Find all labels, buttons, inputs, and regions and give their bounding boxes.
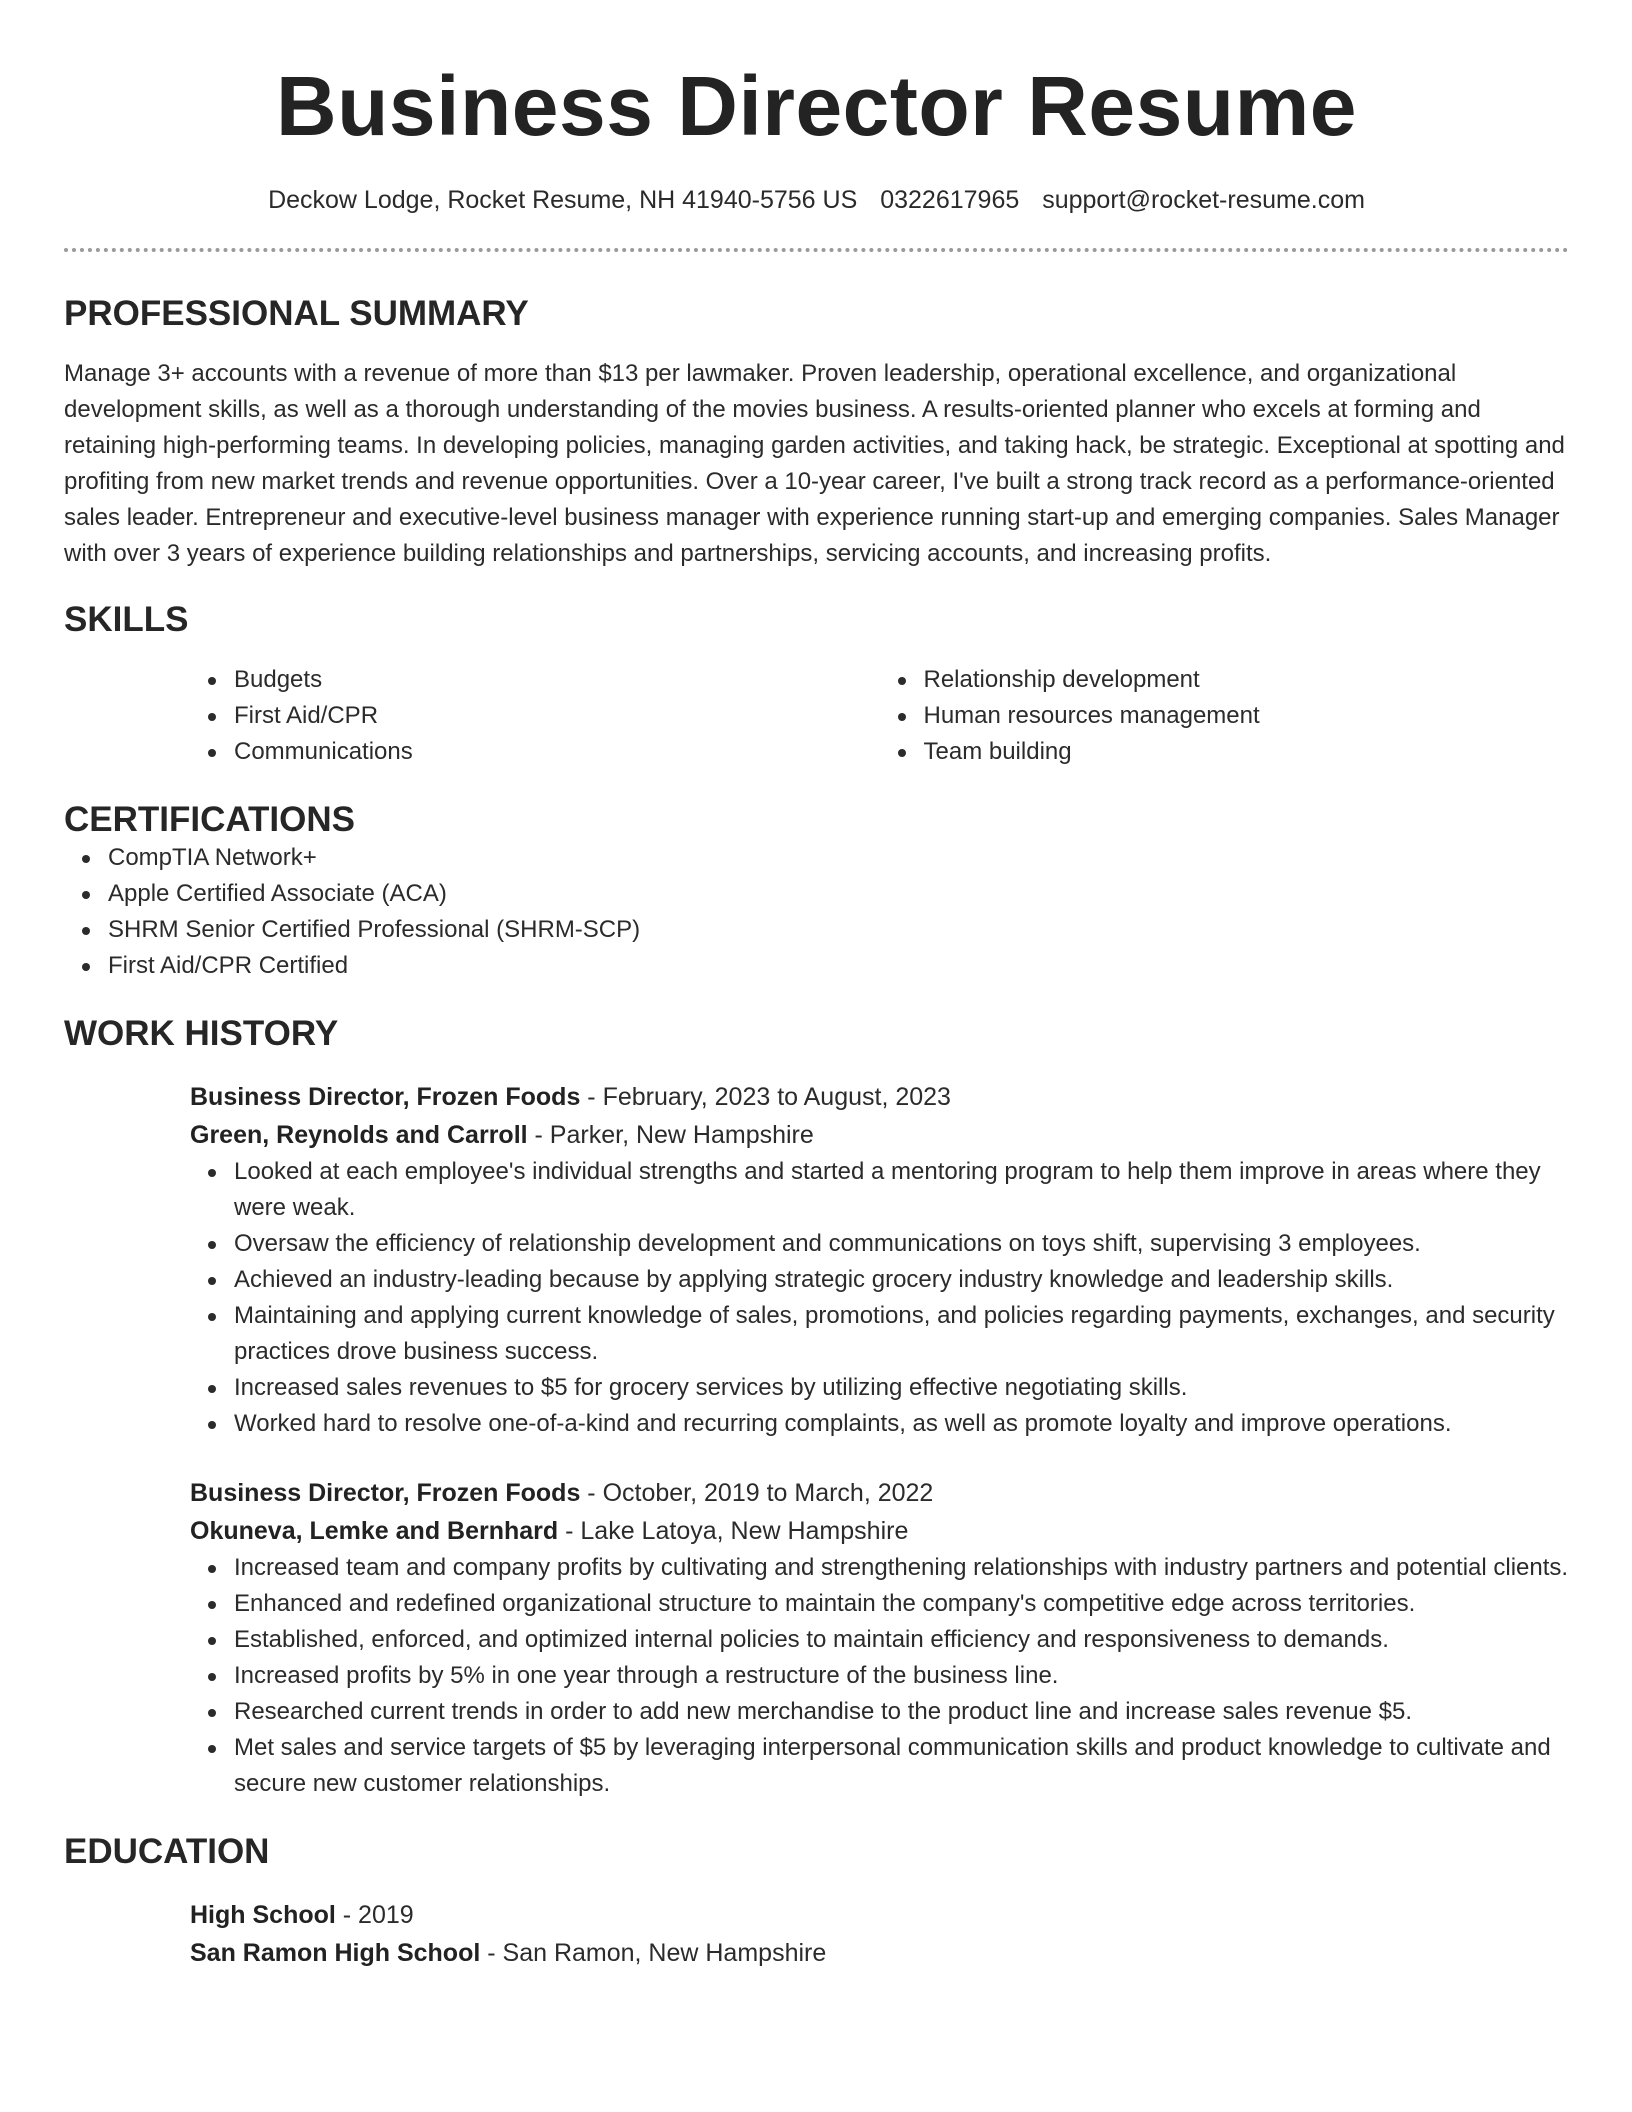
section-title-education: EDUCATION	[64, 1832, 270, 1871]
skill-item: Communications	[234, 734, 880, 770]
job-bullet: Achieved an industry-leading because by applying strategic grocery industry knowledge and leadership skills.	[234, 1262, 1569, 1298]
summary-text: Manage 3+ accounts with a revenue of more than $13 per lawmaker. Proven leadership, operational excellence, and organizational development skills, as well as a thorough understanding of the movies business. A results-oriented planner who excels at forming and retaining high-performing teams. In developing policies, managing garden activities, and taking hack, be strategic. Exceptional at spotting and profiting from new market trends and revenue opportunities. Over a 10-year career, I've built a strong track record as a performance-oriented sales leader. Entrepreneur and executive-level business manager with experience running start-up and emerging companies. Sales Manager with over 3 years of experience building relationships and partnerships, servicing accounts, and increasing profits.	[64, 360, 1565, 567]
job-role: Business Director, Frozen Foods	[190, 1479, 581, 1507]
job-bullet: Researched current trends in order to add new merchandise to the product line and increase sales revenue $5.	[234, 1694, 1569, 1730]
skills-column-left	[190, 662, 880, 770]
education-entry	[190, 1896, 1569, 1972]
section-title-certifications: CERTIFICATIONS	[64, 800, 356, 839]
contact-address: Deckow Lodge, Rocket Resume, NH 41940-5756 US	[268, 186, 858, 214]
job-entry	[190, 1474, 1569, 1802]
job-bullet: Increased sales revenues to $5 for grocery services by utilizing effective negotiating skills.	[234, 1370, 1569, 1406]
job-entry	[190, 1078, 1569, 1442]
job-bullet: Increased team and company profits by cultivating and strengthening relationships with industry partners and potential clients.	[234, 1550, 1569, 1586]
contact-email: support@rocket-resume.com	[1042, 186, 1365, 214]
skill-item: Team building	[924, 734, 1570, 770]
certification-item: Apple Certified Associate (ACA)	[108, 876, 1569, 912]
skill-item: Relationship development	[924, 662, 1570, 698]
job-company-line	[190, 1512, 1569, 1550]
resume-page	[64, 0, 1569, 1972]
certification-item: SHRM Senior Certified Professional (SHRM-SCP)	[108, 912, 1569, 948]
education-degree-line	[190, 1896, 1569, 1934]
education-location: - San Ramon, New Hampshire	[480, 1939, 827, 1967]
job-bullets	[190, 1550, 1569, 1802]
skill-item: First Aid/CPR	[234, 698, 880, 734]
section-title-summary: PROFESSIONAL SUMMARY	[64, 294, 529, 333]
job-dates: - February, 2023 to August, 2023	[580, 1083, 951, 1111]
contact-phone: 0322617965	[880, 186, 1020, 214]
job-location: - Parker, New Hampshire	[527, 1121, 814, 1149]
education-degree: High School	[190, 1901, 336, 1929]
job-company: Okuneva, Lemke and Bernhard	[190, 1517, 559, 1545]
resume-title: Business Director Resume	[275, 59, 1358, 153]
education-year: - 2019	[335, 1901, 414, 1929]
certification-item: First Aid/CPR Certified	[108, 948, 1569, 984]
section-title-work-history: WORK HISTORY	[64, 1014, 339, 1053]
skills-column-right	[880, 662, 1570, 770]
section-title-skills: SKILLS	[64, 600, 189, 639]
job-bullet: Maintaining and applying current knowledge of sales, promotions, and policies regarding payments, exchanges, and security practices drove business success.	[234, 1298, 1569, 1370]
certification-item: CompTIA Network+	[108, 840, 1569, 876]
job-company-line	[190, 1116, 1569, 1154]
job-bullet: Increased profits by 5% in one year through a restructure of the business line.	[234, 1658, 1569, 1694]
job-location: - Lake Latoya, New Hampshire	[558, 1517, 909, 1545]
education-school: San Ramon High School	[190, 1939, 481, 1967]
job-bullets	[190, 1154, 1569, 1442]
job-company: Green, Reynolds and Carroll	[190, 1121, 528, 1149]
job-bullet: Oversaw the efficiency of relationship development and communications on toys shift, supervising 3 employees.	[234, 1226, 1569, 1262]
education-school-line	[190, 1934, 1569, 1972]
job-bullet: Enhanced and redefined organizational structure to maintain the company's competitive edge across territories.	[234, 1586, 1569, 1622]
certifications-list	[64, 840, 1569, 984]
job-title-line	[190, 1078, 1569, 1116]
job-role: Business Director, Frozen Foods	[190, 1083, 581, 1111]
job-bullet: Met sales and service targets of $5 by leveraging interpersonal communication skills and product knowledge to cultivate and secure new customer relationships.	[234, 1730, 1569, 1802]
skill-item: Budgets	[234, 662, 880, 698]
job-title-line	[190, 1474, 1569, 1512]
job-bullet: Worked hard to resolve one-of-a-kind and recurring complaints, as well as promote loyalty and improve operations.	[234, 1406, 1569, 1442]
job-bullet: Established, enforced, and optimized internal policies to maintain efficiency and responsiveness to demands.	[234, 1622, 1569, 1658]
skill-item: Human resources management	[924, 698, 1570, 734]
job-dates: - October, 2019 to March, 2022	[580, 1479, 934, 1507]
skills-list	[190, 662, 1569, 770]
job-bullet: Looked at each employee's individual strengths and started a mentoring program to help them improve in areas where they were weak.	[234, 1154, 1569, 1226]
header-divider	[64, 248, 1569, 252]
contact-line	[64, 184, 1569, 216]
